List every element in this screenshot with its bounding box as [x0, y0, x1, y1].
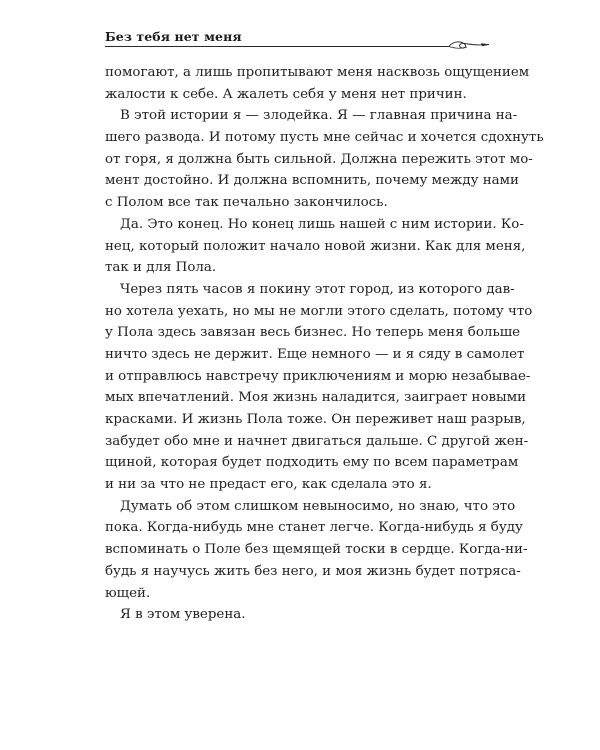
text-line: будь я научусь жить без него, и моя жизнь будет потряса- — [105, 563, 521, 579]
paragraph — [105, 604, 490, 626]
text-line: Я в этом уверена. — [120, 607, 246, 623]
text-line: В этой истории я — злодейка. Я — главная причина на- — [120, 108, 518, 124]
text-line: нец, который положит начало новой жизни. Как для меня, — [105, 238, 526, 254]
paragraph — [105, 279, 533, 496]
paragraph — [105, 62, 530, 105]
decorative-rule-ornament-icon — [105, 26, 490, 50]
text-line: вспоминать о Поле без щемящей тоски в сердце. Когда-ни- — [105, 542, 528, 558]
text-line: так и для Пола. — [105, 260, 217, 276]
running-head-title: Без тебя нет меня — [105, 29, 242, 44]
text-line: но хотела уехать, но мы не могли этого сделать, потому что — [105, 303, 533, 319]
text-line: ничто здесь не держит. Еще немного — и я сяду в самолет — [105, 346, 525, 362]
text-line: Да. Это конец. Но конец лишь нашей с ним истории. Ко- — [120, 216, 524, 232]
paragraph — [105, 214, 526, 279]
text-line: у Пола здесь завязан весь бизнес. Но теперь меня больше — [105, 325, 521, 341]
text-line: шего развода. И потому пусть мне сейчас и хочется сдохнуть — [105, 130, 544, 146]
text-line: и ни за что не предаст его, как сделала это я. — [105, 477, 432, 493]
text-line: мент достойно. И должна вспомнить, почему между нами — [105, 173, 519, 189]
text-line: щиной, которая будет подходить ему по всем параметрам — [105, 455, 519, 471]
text-line: пока. Когда-нибудь мне станет легче. Когда-нибудь я буду — [105, 520, 523, 536]
paragraph — [105, 105, 544, 213]
text-line: Через пять часов я покину этот город, из которого дав- — [120, 281, 515, 297]
running-head — [105, 26, 490, 50]
text-line: красками. И жизнь Пола тоже. Он переживет наш разрыв, — [105, 412, 526, 427]
text-line: мых впечатлений. Моя жизнь наладится, заиграет новыми — [105, 390, 527, 406]
paragraph — [105, 496, 528, 604]
text-line: и отправлюсь навстречу приключениям и морю незабывае- — [105, 368, 531, 384]
text-line: ющей. — [105, 585, 151, 601]
text-line: от горя, я должна быть сильной. Должна пережить этот мо- — [105, 151, 533, 167]
text-line: с Полом все так печально закончилось. — [105, 195, 388, 211]
text-line: помогают, а лишь пропитывают меня насквозь ощущением — [105, 65, 530, 80]
text-line: Думать об этом слишком невыносимо, но знаю, что это — [120, 498, 516, 514]
text-line: жалости к себе. А жалеть себя у меня нет причин. — [105, 86, 467, 102]
text-line: забудет обо мне и начнет двигаться дальше. С другой жен- — [105, 433, 529, 449]
body-text — [105, 62, 544, 626]
